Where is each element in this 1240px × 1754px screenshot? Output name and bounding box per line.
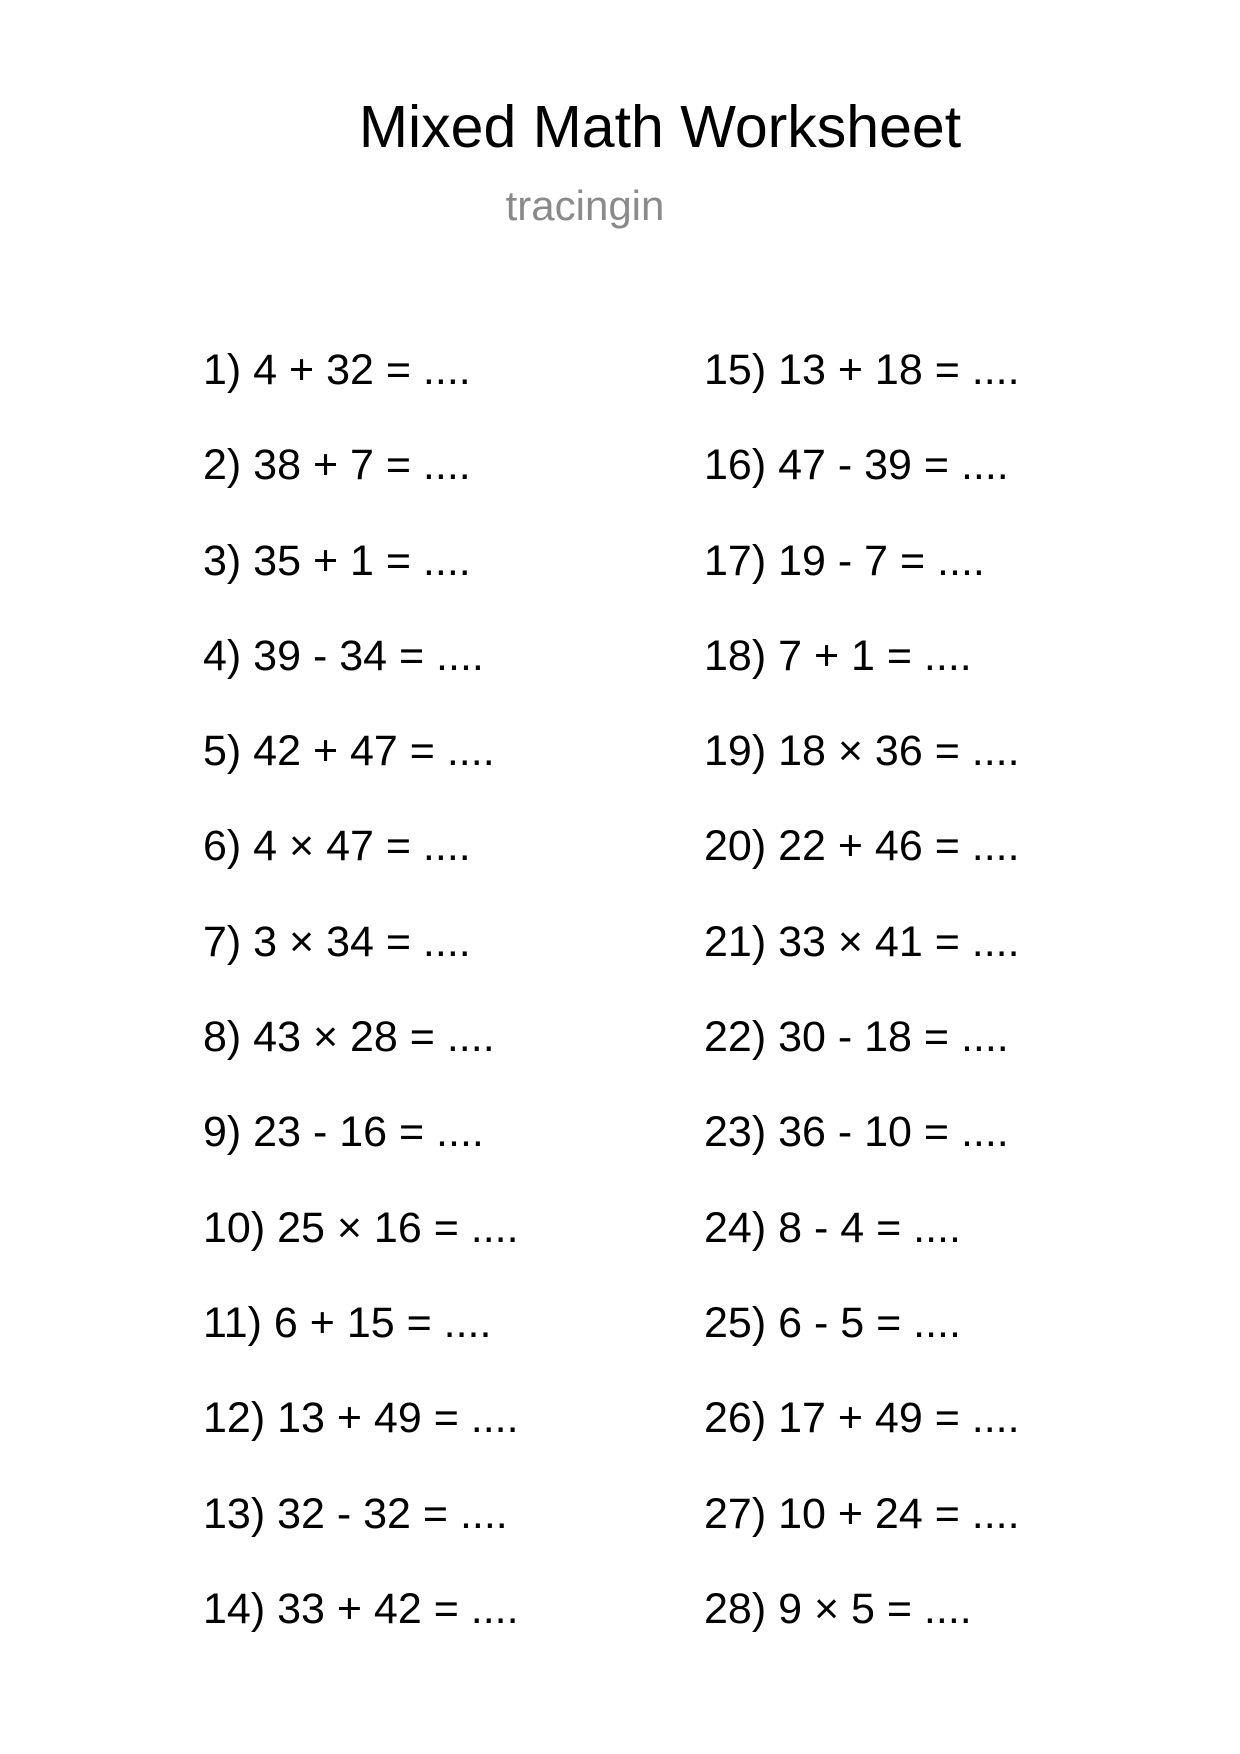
math-problem-14: 14) 33 + 42 = .... <box>203 1584 519 1633</box>
problem-column-left <box>203 346 519 1683</box>
math-problem-5: 5) 42 + 47 = .... <box>203 727 495 776</box>
math-problem-4: 4) 39 - 34 = .... <box>203 631 484 680</box>
math-problem-23: 23) 36 - 10 = .... <box>704 1108 1009 1157</box>
math-problem-12: 12) 13 + 49 = .... <box>203 1394 519 1443</box>
source-label: tracingin <box>505 182 665 229</box>
math-problem-16: 16) 47 - 39 = .... <box>704 441 1009 490</box>
worksheet-title: Mixed Math Worksheet <box>358 94 962 160</box>
math-problem-22: 22) 30 - 18 = .... <box>704 1013 1009 1062</box>
math-problem-24: 24) 8 - 4 = .... <box>704 1203 961 1252</box>
math-problem-11: 11) 6 + 15 = .... <box>203 1298 492 1347</box>
math-problem-7: 7) 3 × 34 = .... <box>203 917 471 966</box>
math-problem-13: 13) 32 - 32 = .... <box>203 1489 508 1538</box>
math-problem-15: 15) 13 + 18 = .... <box>704 346 1020 394</box>
problem-column-right <box>704 346 1020 1683</box>
math-problem-1: 1) 4 + 32 = .... <box>203 346 471 394</box>
math-problem-19: 19) 18 × 36 = .... <box>704 727 1020 776</box>
math-problem-2: 2) 38 + 7 = .... <box>203 441 471 490</box>
math-problem-8: 8) 43 × 28 = .... <box>203 1013 495 1062</box>
math-problem-27: 27) 10 + 24 = .... <box>704 1489 1020 1538</box>
math-problem-6: 6) 4 × 47 = .... <box>203 822 471 871</box>
math-problem-26: 26) 17 + 49 = .... <box>704 1394 1020 1443</box>
math-problem-10: 10) 25 × 16 = .... <box>203 1203 519 1252</box>
math-problem-20: 20) 22 + 46 = .... <box>704 822 1020 871</box>
math-problem-18: 18) 7 + 1 = .... <box>704 631 972 680</box>
math-problem-21: 21) 33 × 41 = .... <box>704 917 1020 966</box>
math-problem-28: 28) 9 × 5 = .... <box>704 1584 972 1633</box>
math-problem-9: 9) 23 - 16 = .... <box>203 1108 484 1157</box>
math-problem-25: 25) 6 - 5 = .... <box>704 1298 961 1347</box>
math-problem-17: 17) 19 - 7 = .... <box>704 536 985 585</box>
math-problem-3: 3) 35 + 1 = .... <box>203 536 471 585</box>
